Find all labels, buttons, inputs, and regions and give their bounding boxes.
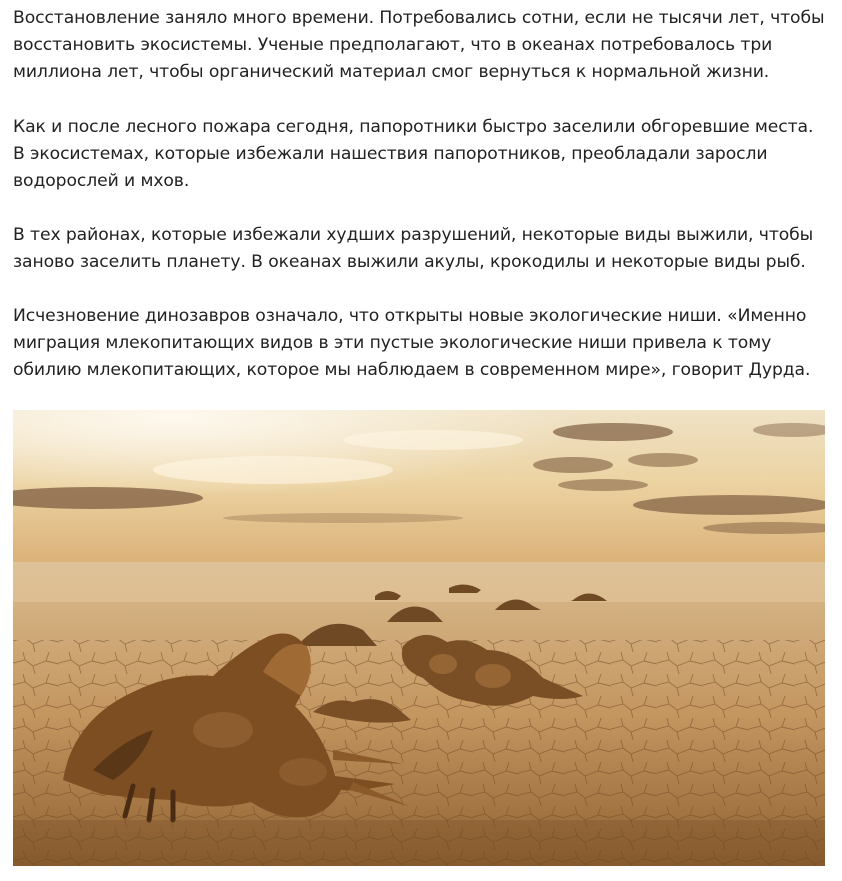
dinosaur-skeletons-image — [13, 410, 825, 866]
paragraph-mammals: Исчезновение динозавров означало, что открыты новые экологические ниши. «Именно миграция млекопитающих видов в эти пустые экологические ниши привела к тому обилию млекопитающих, которое мы наблюдаем в современном мире», говорит Дурда. — [13, 306, 811, 380]
desert-scene-illustration — [13, 410, 825, 866]
paragraph-ferns: Как и после лесного пожара сегодня, папоротники быстро заселили обгоревшие места. В экосистемах, которые избежали нашествия папоротников, преобладали заросли водорослей и мхов. — [13, 117, 814, 191]
paragraph-recovery: Восстановление заняло много времени. Потребовались сотни, если не тысячи лет, чтобы восстановить экосистемы. Ученые предполагают, что в океанах потребовалось три миллиона лет, чтобы органический материал смог вернуться к нормальной жизни. — [13, 8, 825, 82]
paragraph-survivors: В тех районах, которые избежали худших разрушений, некоторые виды выжили, чтобы заново заселить планету. В океанах выжили акулы, крокодилы и некоторые виды рыб. — [13, 225, 814, 272]
